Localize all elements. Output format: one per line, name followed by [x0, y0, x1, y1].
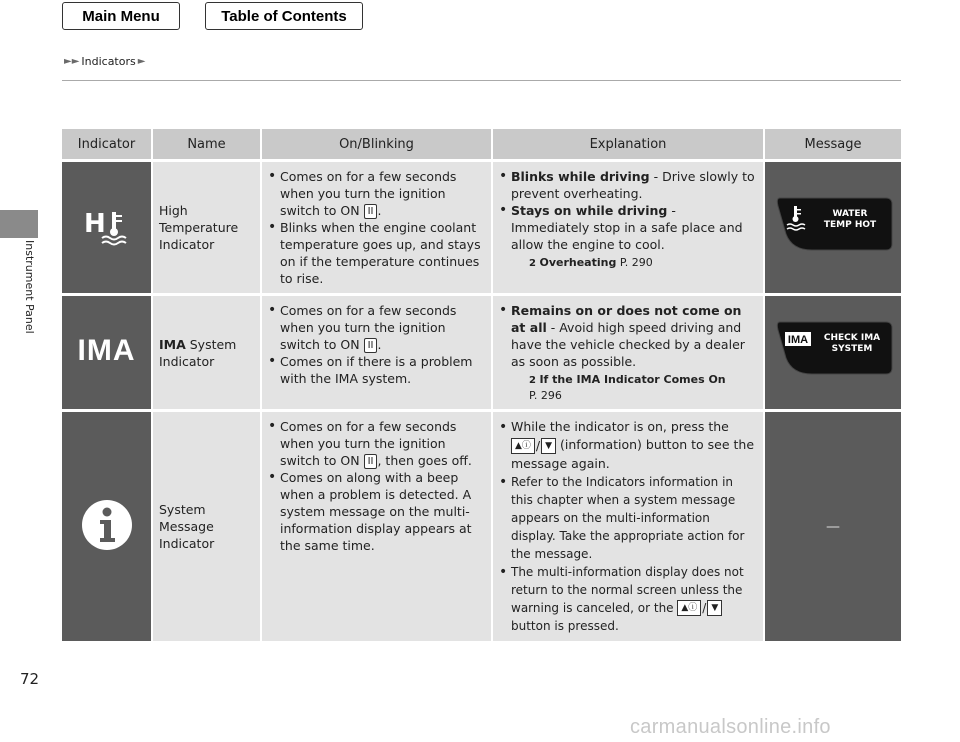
ima-icon: IMA	[77, 333, 136, 367]
ignition-on-key-icon: II	[364, 204, 378, 219]
main-menu-button[interactable]: Main Menu	[62, 2, 180, 30]
table-of-contents-button[interactable]: Table of Contents	[205, 2, 363, 30]
list-text: The multi-information display does not return to the normal screen unless the warning is canceled, or the	[511, 564, 744, 615]
list-text: .	[377, 203, 382, 218]
check-ima-system-message-image	[772, 318, 894, 378]
on-blinking-cell	[262, 412, 493, 644]
name-text: High Temperature Indicator	[159, 203, 239, 252]
list-item	[493, 473, 757, 563]
indicator-name	[153, 296, 262, 412]
list-text: (information) button to see the message again.	[511, 437, 755, 471]
indicator-name	[153, 162, 262, 296]
indicator-icon-cell	[62, 162, 153, 296]
header-name: Name	[153, 129, 262, 162]
list-text: - Drive slowly to prevent overheating.	[511, 169, 755, 201]
high-temperature-icon	[82, 206, 132, 246]
message-line: SYSTEM	[831, 344, 873, 354]
no-message-dash: —	[826, 518, 840, 535]
list-text-bold: Stays on while driving	[511, 203, 668, 218]
message-line: CHECK IMA	[823, 333, 881, 343]
header-divider	[62, 80, 901, 81]
breadcrumb-link-indicators[interactable]: Indicators	[81, 55, 136, 68]
list-item	[493, 202, 757, 271]
cross-reference-link[interactable]	[511, 372, 757, 403]
list-text: .	[377, 337, 382, 352]
list-text: - Avoid high speed driving and have the vehicle checked by a dealer as soon as possible.	[511, 320, 745, 369]
side-section-label: Instrument Panel	[23, 240, 36, 334]
on-blinking-cell	[262, 162, 493, 296]
list-item	[262, 168, 485, 219]
name-text-bold: IMA	[159, 336, 186, 352]
list-text: Comes on for a few seconds when you turn the ignition switch to ON	[280, 303, 457, 352]
explanation-cell	[493, 296, 765, 412]
reference-arrow-icon: 2	[529, 375, 536, 386]
header-message: Message	[765, 129, 901, 162]
ignition-on-key-icon: II	[364, 454, 378, 469]
list-text-bold: Remains on or does not come on at all	[511, 303, 742, 335]
list-text: Comes on for a few seconds when you turn the ignition switch to ON	[280, 419, 457, 468]
ignition-on-key-icon: II	[364, 338, 378, 353]
breadcrumb-arrow-icon: ►►	[64, 56, 80, 67]
header-indicator: Indicator	[62, 129, 153, 162]
reference-title: If the IMA Indicator Comes On	[539, 373, 726, 386]
list-item	[493, 563, 757, 636]
svg-text:H: H	[83, 208, 106, 239]
info-button-icon: ▲ⓘ / ▼	[677, 599, 722, 617]
table-row	[62, 296, 901, 412]
message-cell	[765, 162, 901, 296]
list-text: Blinks when the engine coolant temperature goes up, and stays on if the temperature continues to rise.	[280, 220, 481, 286]
information-icon	[80, 498, 134, 552]
watermark: carmanualsonline.info	[630, 716, 831, 738]
indicator-table	[62, 129, 901, 644]
reference-page: P. 290	[619, 256, 653, 269]
cross-reference-link[interactable]	[511, 255, 757, 271]
list-item	[493, 302, 757, 403]
on-blinking-cell	[262, 296, 493, 412]
ima-badge: IMA	[787, 334, 809, 346]
reference-page: P. 296	[529, 389, 562, 402]
header-on-blinking: On/Blinking	[262, 129, 493, 162]
list-text: button is pressed.	[511, 619, 619, 633]
explanation-cell	[493, 412, 765, 644]
indicator-icon-cell	[62, 296, 153, 412]
message-cell	[765, 296, 901, 412]
list-text: While the indicator is on, press the	[511, 419, 729, 434]
message-cell	[765, 412, 901, 644]
table-row	[62, 412, 901, 644]
water-temp-hot-message-image	[772, 194, 894, 254]
list-item	[262, 219, 485, 287]
reference-arrow-icon: 2	[529, 258, 536, 269]
message-line: TEMP HOT	[823, 220, 877, 230]
reference-title: Overheating	[539, 256, 617, 269]
breadcrumb-arrow-icon: ►	[137, 56, 146, 67]
table-row	[62, 162, 901, 296]
list-text-bold: Blinks while driving	[511, 169, 650, 184]
table-header-row	[62, 129, 901, 162]
list-text: , then goes off.	[377, 453, 472, 468]
list-text: Comes on for a few seconds when you turn the ignition switch to ON	[280, 169, 457, 218]
list-text: - Immediately stop in a safe place and allow the engine to cool.	[511, 203, 743, 252]
message-line: WATER	[832, 209, 868, 219]
list-text: Comes on along with a beep when a problem is detected. A system message on the multi-information display appears at the same time.	[280, 470, 472, 553]
page-number: 72	[20, 670, 40, 688]
header-explanation: Explanation	[493, 129, 765, 162]
indicator-name	[153, 412, 262, 644]
list-text: Refer to the Indicators information in this chapter when a system message appears on the multi-information display. Take the appropriate action for the message.	[511, 474, 745, 561]
list-item	[493, 418, 757, 473]
name-text: System Indicator	[159, 336, 237, 369]
explanation-cell	[493, 162, 765, 296]
list-item	[262, 302, 485, 353]
side-tab-marker	[0, 210, 38, 238]
list-item	[493, 168, 757, 202]
indicator-icon-cell	[62, 412, 153, 644]
info-button-icon: ▲ⓘ / ▼	[511, 437, 556, 455]
list-item	[262, 418, 485, 469]
list-item	[262, 469, 485, 554]
list-item	[262, 353, 485, 387]
name-text: System Message Indicator	[159, 502, 215, 551]
list-text: Comes on if there is a problem with the IMA system.	[280, 354, 473, 386]
breadcrumb	[64, 55, 145, 68]
